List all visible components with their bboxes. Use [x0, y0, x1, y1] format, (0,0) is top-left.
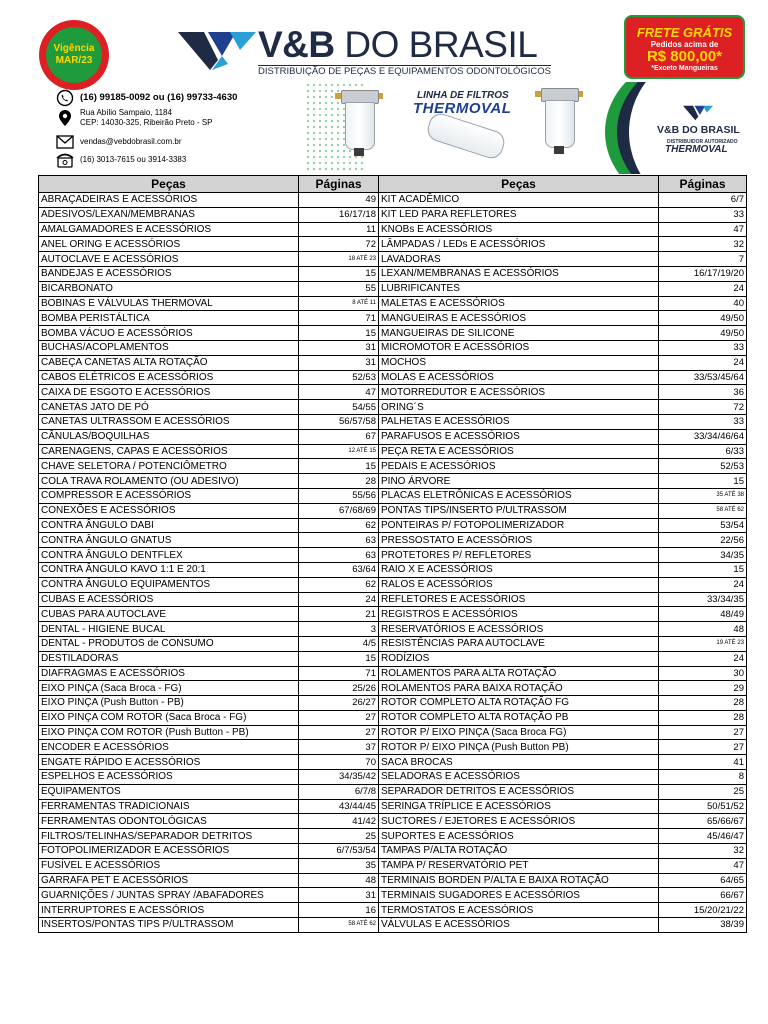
page-number: 58 ATÉ 62: [299, 918, 379, 933]
page-number: 21: [299, 607, 379, 622]
part-name: EIXO PINÇA (Push Button - PB): [39, 696, 299, 711]
table-row: [39, 814, 747, 829]
part-name: CONEXÕES E ACESSÓRIOS: [39, 503, 299, 518]
brand-subtitle: DISTRIBUIÇÃO DE PEÇAS E EQUIPAMENTOS ODONTOLÓGICOS: [258, 66, 551, 77]
brand-title-light: DO BRASIL: [344, 24, 538, 65]
part-name: ANEL ORING E ACESSÓRIOS: [39, 237, 299, 252]
table-row: [39, 281, 747, 296]
part-name: EQUIPAMENTOS: [39, 784, 299, 799]
part-name: SUCTORES / EJETORES E ACESSÓRIOS: [379, 814, 659, 829]
part-name: PRESSOSTATO E ACESSÓRIOS: [379, 533, 659, 548]
page-number: 33: [659, 414, 747, 429]
whatsapp-icon: [55, 88, 75, 108]
part-name: ROLAMENTOS PARA ALTA ROTAÇÃO: [379, 666, 659, 681]
page-number: 38/39: [659, 918, 747, 933]
part-name: CUBAS E ACESSÓRIOS: [39, 592, 299, 607]
page-number: 48/49: [659, 607, 747, 622]
table-row: [39, 429, 747, 444]
part-name: BOBINAS E VÁLVULAS THERMOVAL: [39, 296, 299, 311]
page-number: 12 ATÉ 15: [299, 444, 379, 459]
contact-email-row: [55, 132, 182, 152]
part-name: INTERRUPTORES E ACESSÓRIOS: [39, 903, 299, 918]
table-row: [39, 207, 747, 222]
part-name: LEXAN/MEMBRANAS E ACESSÓRIOS: [379, 266, 659, 281]
page-number: 72: [299, 237, 379, 252]
page-number: 53/54: [659, 518, 747, 533]
page-number: 49: [299, 193, 379, 208]
part-name: INSERTOS/PONTAS TIPS P/ULTRASSOM: [39, 918, 299, 933]
contact-phones: (16) 99185-0092 ou (16) 99733-4630: [80, 92, 238, 103]
location-pin-icon: [55, 108, 75, 128]
table-row: [39, 459, 747, 474]
table-row: [39, 533, 747, 548]
page-number: 15: [299, 266, 379, 281]
table-row: [39, 266, 747, 281]
contact-landline-row: [55, 150, 186, 170]
page-number: 49/50: [659, 311, 747, 326]
part-name: COMPRESSOR E ACESSÓRIOS: [39, 488, 299, 503]
part-name: SACA BROCAS: [379, 755, 659, 770]
part-name: KIT LED PARA REFLETORES: [379, 207, 659, 222]
table-row: [39, 370, 747, 385]
page-number: 25/26: [299, 681, 379, 696]
page-number: 49/50: [659, 326, 747, 341]
page-number: 28: [299, 474, 379, 489]
part-name: PLACAS ELETRÔNICAS E ACESSÓRIOS: [379, 488, 659, 503]
page-number: 71: [299, 666, 379, 681]
address-line2: CEP: 14030-325, Ribeirão Preto - SP: [80, 118, 213, 127]
vigencia-date: MAR/23: [55, 55, 93, 66]
part-name: MICROMOTOR E ACESSÓRIOS: [379, 340, 659, 355]
page-number: 8 ATÉ 11: [299, 296, 379, 311]
contact-address-row: [55, 108, 213, 128]
page-number: 63: [299, 548, 379, 563]
telephone-icon: [55, 150, 75, 170]
part-name: BOMBA VÁCUO E ACESSÓRIOS: [39, 326, 299, 341]
page-number: 15: [299, 459, 379, 474]
filter-image-center: [425, 111, 508, 162]
page-number: 52/53: [659, 459, 747, 474]
table-row: [39, 577, 747, 592]
part-name: EIXO PINÇA COM ROTOR (Saca Broca - FG): [39, 710, 299, 725]
page-number: 63: [299, 533, 379, 548]
table-row: [39, 770, 747, 785]
part-name: CONTRA ÂNGULO EQUIPAMENTOS: [39, 577, 299, 592]
page-number: 6/7/8: [299, 784, 379, 799]
table-row: [39, 355, 747, 370]
part-name: EIXO PINÇA COM ROTOR (Push Button - PB): [39, 725, 299, 740]
part-name: SERINGA TRÍPLICE E ACESSÓRIOS: [379, 799, 659, 814]
page-number: 58 ATÉ 62: [659, 503, 747, 518]
page-number: 25: [659, 784, 747, 799]
page-number: 26/27: [299, 696, 379, 711]
part-name: RESERVATÓRIOS E ACESSÓRIOS: [379, 622, 659, 637]
part-name: GARRAFA PET E ACESSÓRIOS: [39, 873, 299, 888]
vb-logo-icon: [178, 30, 256, 72]
page-number: 27: [659, 725, 747, 740]
page-number: 35 ATÉ 38: [659, 488, 747, 503]
part-name: TAMPA P/ RESERVATÓRIO PET: [379, 858, 659, 873]
page-number: 41/42: [299, 814, 379, 829]
part-name: MANGUEIRAS E ACESSÓRIOS: [379, 311, 659, 326]
table-row: [39, 755, 747, 770]
page-number: 11: [299, 222, 379, 237]
part-name: CANETAS JATO DE PÓ: [39, 400, 299, 415]
page-number: 47: [659, 858, 747, 873]
price-index-table: [38, 175, 747, 933]
page-number: 33: [659, 340, 747, 355]
table-row: [39, 414, 747, 429]
page-number: 32: [659, 844, 747, 859]
page-number: 30: [659, 666, 747, 681]
part-name: KIT ACADÊMICO: [379, 193, 659, 208]
part-name: ESPELHOS E ACESSÓRIOS: [39, 770, 299, 785]
part-name: SUPORTES E ACESSÓRIOS: [379, 829, 659, 844]
page-number: 25: [299, 829, 379, 844]
part-name: ROTOR COMPLETO ALTA ROTAÇÃO PB: [379, 710, 659, 725]
part-name: REFLETORES E ACESSÓRIOS: [379, 592, 659, 607]
part-name: COLA TRAVA ROLAMENTO (OU ADESIVO): [39, 474, 299, 489]
table-row: [39, 725, 747, 740]
page-number: 33: [659, 207, 747, 222]
frete-line: Pedidos acima de: [650, 40, 719, 49]
page-number: 32: [659, 237, 747, 252]
frete-title: FRETE GRÁTIS: [636, 25, 733, 40]
part-name: CONTRA ÂNGULO DABI: [39, 518, 299, 533]
column-header-paginas: Páginas: [659, 176, 747, 193]
page-number: 33/34/46/64: [659, 429, 747, 444]
part-name: AMALGAMADORES E ACESSÓRIOS: [39, 222, 299, 237]
frete-gratis-badge: [624, 15, 745, 79]
contact-landline: (16) 3013-7615 ou 3914-3383: [80, 155, 187, 164]
page-number: 43/44/45: [299, 799, 379, 814]
banner-thermoval-logo: THERMOVAL: [413, 100, 512, 117]
vigencia-badge: [39, 20, 109, 90]
table-row: [39, 844, 747, 859]
address-line1: Rua Abílio Sampaio, 1184: [80, 108, 172, 117]
part-name: FOTOPOLIMERIZADOR E ACESSÓRIOS: [39, 844, 299, 859]
part-name: DIAFRAGMAS E ACESSÓRIOS: [39, 666, 299, 681]
table-row: [39, 193, 747, 208]
part-name: CUBAS PARA AUTOCLAVE: [39, 607, 299, 622]
page-number: 65/66/67: [659, 814, 747, 829]
page-number: 19 ATÉ 23: [659, 636, 747, 651]
part-name: RALOS E ACESSÓRIOS: [379, 577, 659, 592]
part-name: ROTOR COMPLETO ALTA ROTAÇÃO FG: [379, 696, 659, 711]
part-name: SEPARADOR DETRITOS E ACESSÓRIOS: [379, 784, 659, 799]
part-name: ENCODER E ACESSÓRIOS: [39, 740, 299, 755]
part-name: ROTOR P/ EIXO PINÇA (Saca Broca FG): [379, 725, 659, 740]
table-row: [39, 918, 747, 933]
banner-thermoval-small: THERMOVAL: [665, 144, 728, 155]
brand-title-bold: V&B: [258, 24, 335, 65]
part-name: PALHETAS E ACESSÓRIOS: [379, 414, 659, 429]
table-row: [39, 562, 747, 577]
part-name: CABOS ELÉTRICOS E ACESSÓRIOS: [39, 370, 299, 385]
part-name: TERMINAIS SUGADORES E ACESSÓRIOS: [379, 888, 659, 903]
table-row: [39, 340, 747, 355]
page-number: 34/35: [659, 548, 747, 563]
table-row: [39, 696, 747, 711]
table-row: [39, 873, 747, 888]
part-name: BICARBONATO: [39, 281, 299, 296]
part-name: FERRAMENTAS TRADICIONAIS: [39, 799, 299, 814]
part-name: PEDAIS E ACESSÓRIOS: [379, 459, 659, 474]
page-number: 62: [299, 518, 379, 533]
table-row: [39, 296, 747, 311]
table-row: [39, 888, 747, 903]
column-header-paginas: Páginas: [299, 176, 379, 193]
part-name: DESTILADORAS: [39, 651, 299, 666]
thermoval-banner: [305, 82, 745, 174]
part-name: FILTROS/TELINHAS/SEPARADOR DETRITOS: [39, 829, 299, 844]
part-name: ABRAÇADEIRAS E ACESSÓRIOS: [39, 193, 299, 208]
page-number: 4/5: [299, 636, 379, 651]
page-number: 64/65: [659, 873, 747, 888]
table-body: [39, 193, 747, 933]
email-icon: [55, 132, 75, 152]
part-name: ROTOR P/ EIXO PINÇA (Push Button PB): [379, 740, 659, 755]
table-row: [39, 444, 747, 459]
frete-value: R$ 800,00*: [646, 48, 723, 65]
table-row: [39, 636, 747, 651]
page-number: 15: [299, 651, 379, 666]
page-number: 16: [299, 903, 379, 918]
page-number: 33/53/45/64: [659, 370, 747, 385]
part-name: FERRAMENTAS ODONTOLÓGICAS: [39, 814, 299, 829]
table-row: [39, 666, 747, 681]
part-name: CAIXA DE ESGOTO E ACESSÓRIOS: [39, 385, 299, 400]
banner-distribuidor: DISTRIBUIDOR AUTORIZADO: [667, 139, 738, 145]
table-row: [39, 503, 747, 518]
table-row: [39, 311, 747, 326]
page-number: 63/64: [299, 562, 379, 577]
part-name: PEÇA RETA E ACESSÓRIOS: [379, 444, 659, 459]
page-number: 6/7/53/54: [299, 844, 379, 859]
part-name: PINO ÁRVORE: [379, 474, 659, 489]
part-name: RODÍZIOS: [379, 651, 659, 666]
part-name: BUCHAS/ACOPLAMENTOS: [39, 340, 299, 355]
part-name: MOLAS E ACESSÓRIOS: [379, 370, 659, 385]
page-number: 34/35/42: [299, 770, 379, 785]
part-name: PROTETORES P/ REFLETORES: [379, 548, 659, 563]
page-number: 29: [659, 681, 747, 696]
table-row: [39, 400, 747, 415]
page-number: 67/68/69: [299, 503, 379, 518]
part-name: EIXO PINÇA (Saca Broca - FG): [39, 681, 299, 696]
vb-logo-small-icon: [683, 104, 713, 122]
page-number: 15: [659, 562, 747, 577]
part-name: DENTAL - HIGIENE BUCAL: [39, 622, 299, 637]
page-number: 37: [299, 740, 379, 755]
part-name: MANGUEIRAS DE SILICONE: [379, 326, 659, 341]
page-number: 31: [299, 355, 379, 370]
part-name: CHAVE SELETORA / POTENCIÔMETRO: [39, 459, 299, 474]
contact-email[interactable]: vendas@vebdobrasil.com.br: [80, 137, 182, 146]
part-name: TERMINAIS BORDEN P/ALTA E BAIXA ROTAÇÃO: [379, 873, 659, 888]
table-row: [39, 252, 747, 267]
page-number: 50/51/52: [659, 799, 747, 814]
page-number: 52/53: [299, 370, 379, 385]
table-header-row: [39, 176, 747, 193]
table-row: [39, 829, 747, 844]
page-number: 55: [299, 281, 379, 296]
page-number: 35: [299, 858, 379, 873]
part-name: LAVADORAS: [379, 252, 659, 267]
part-name: TERMOSTATOS E ACESSÓRIOS: [379, 903, 659, 918]
page-number: 56/57/58: [299, 414, 379, 429]
page-number: 6/7: [659, 193, 747, 208]
page-number: 27: [299, 725, 379, 740]
contact-address: [80, 108, 213, 128]
page-number: 55/56: [299, 488, 379, 503]
part-name: ROLAMENTOS PARA BAIXA ROTAÇÃO: [379, 681, 659, 696]
part-name: DENTAL - PRODUTOS de CONSUMO: [39, 636, 299, 651]
page-number: 24: [299, 592, 379, 607]
page-number: 31: [299, 340, 379, 355]
part-name: PARAFUSOS E ACESSÓRIOS: [379, 429, 659, 444]
page-number: 8: [659, 770, 747, 785]
part-name: LUBRIFICANTES: [379, 281, 659, 296]
page-number: 71: [299, 311, 379, 326]
part-name: GUARNIÇÕES / JUNTAS SPRAY /ABAFADORES: [39, 888, 299, 903]
part-name: FUSÍVEL E ACESSÓRIOS: [39, 858, 299, 873]
page-number: 40: [659, 296, 747, 311]
table-row: [39, 548, 747, 563]
part-name: VÁLVULAS E ACESSÓRIOS: [379, 918, 659, 933]
table-row: [39, 326, 747, 341]
part-name: AUTOCLAVE E ACESSÓRIOS: [39, 252, 299, 267]
page-number: 72: [659, 400, 747, 415]
frete-note: *Exceto Mangueiras: [651, 65, 718, 72]
table-row: [39, 903, 747, 918]
table-row: [39, 222, 747, 237]
page-number: 28: [659, 710, 747, 725]
table-row: [39, 518, 747, 533]
filter-image-right: [535, 88, 583, 158]
part-name: MOTORREDUTOR E ACESSÓRIOS: [379, 385, 659, 400]
table-row: [39, 474, 747, 489]
page-number: 67: [299, 429, 379, 444]
part-name: CANETAS ULTRASSOM E ACESSÓRIOS: [39, 414, 299, 429]
page-number: 28: [659, 696, 747, 711]
page-number: 45/46/47: [659, 829, 747, 844]
page-number: 24: [659, 651, 747, 666]
page-number: 70: [299, 755, 379, 770]
part-name: PONTAS TIPS/INSERTO P/ULTRASSOM: [379, 503, 659, 518]
page-number: 16/17/19/20: [659, 266, 747, 281]
page-number: 15: [299, 326, 379, 341]
page-number: 16/17/18: [299, 207, 379, 222]
page-number: 62: [299, 577, 379, 592]
contact-phone-row: [55, 88, 237, 108]
part-name: BOMBA PERISTÁLTICA: [39, 311, 299, 326]
table-row: [39, 710, 747, 725]
page-number: 47: [659, 222, 747, 237]
part-name: RAIO X E ACESSÓRIOS: [379, 562, 659, 577]
part-name: CONTRA ÂNGULO GNATUS: [39, 533, 299, 548]
page-number: 33/34/35: [659, 592, 747, 607]
page-number: 66/67: [659, 888, 747, 903]
part-name: RESISTÊNCIAS PARA AUTOCLAVE: [379, 636, 659, 651]
page-number: 15/20/21/22: [659, 903, 747, 918]
page-number: 31: [299, 888, 379, 903]
table-row: [39, 607, 747, 622]
part-name: BANDEJAS E ACESSÓRIOS: [39, 266, 299, 281]
part-name: MALETAS E ACESSÓRIOS: [379, 296, 659, 311]
part-name: SELADORAS E ACESSÓRIOS: [379, 770, 659, 785]
page-number: 7: [659, 252, 747, 267]
table-row: [39, 651, 747, 666]
page-number: 48: [299, 873, 379, 888]
page-number: 48: [659, 622, 747, 637]
table-row: [39, 385, 747, 400]
table-row: [39, 488, 747, 503]
page-number: 54/55: [299, 400, 379, 415]
part-name: CÂNULAS/BOQUILHAS: [39, 429, 299, 444]
table-row: [39, 681, 747, 696]
page-number: 24: [659, 281, 747, 296]
part-name: REGISTROS E ACESSÓRIOS: [379, 607, 659, 622]
column-header-pecas: Peças: [379, 176, 659, 193]
part-name: CONTRA ÂNGULO DENTFLEX: [39, 548, 299, 563]
page-number: 36: [659, 385, 747, 400]
table-row: [39, 740, 747, 755]
page-number: 15: [659, 474, 747, 489]
column-header-pecas: Peças: [39, 176, 299, 193]
page-number: 27: [659, 740, 747, 755]
part-name: LÂMPADAS / LEDs E ACESSÓRIOS: [379, 237, 659, 252]
part-name: KNOBs E ACESSÓRIOS: [379, 222, 659, 237]
part-name: ADESIVOS/LEXAN/MEMBRANAS: [39, 207, 299, 222]
table-row: [39, 784, 747, 799]
page-number: 27: [299, 710, 379, 725]
page-number: 41: [659, 755, 747, 770]
filter-image-left: [335, 90, 383, 160]
banner-brand: V&B DO BRASIL: [657, 124, 740, 136]
brand-title: [258, 24, 537, 66]
page-number: 24: [659, 577, 747, 592]
page-number: 47: [299, 385, 379, 400]
part-name: ENGATE RÁPIDO E ACESSÓRIOS: [39, 755, 299, 770]
part-name: CONTRA ÂNGULO KAVO 1:1 E 20:1: [39, 562, 299, 577]
table-row: [39, 799, 747, 814]
part-name: CABEÇA CANETAS ALTA ROTAÇÃO: [39, 355, 299, 370]
part-name: CARENAGENS, CAPAS E ACESSÓRIOS: [39, 444, 299, 459]
banner-linha-filtros: LINHA DE FILTROS: [417, 90, 509, 101]
part-name: TAMPAS P/ALTA ROTAÇÃO: [379, 844, 659, 859]
vigencia-label: Vigência: [53, 43, 95, 54]
part-name: PONTEIRAS P/ FOTOPOLIMERIZADOR: [379, 518, 659, 533]
table-row: [39, 237, 747, 252]
table-row: [39, 858, 747, 873]
part-name: MOCHOS: [379, 355, 659, 370]
page-number: 6/33: [659, 444, 747, 459]
page-number: 24: [659, 355, 747, 370]
table-row: [39, 622, 747, 637]
table-row: [39, 592, 747, 607]
page-number: 18 ATÉ 23: [299, 252, 379, 267]
part-name: ORING´S: [379, 400, 659, 415]
page-number: 3: [299, 622, 379, 637]
page-number: 22/56: [659, 533, 747, 548]
